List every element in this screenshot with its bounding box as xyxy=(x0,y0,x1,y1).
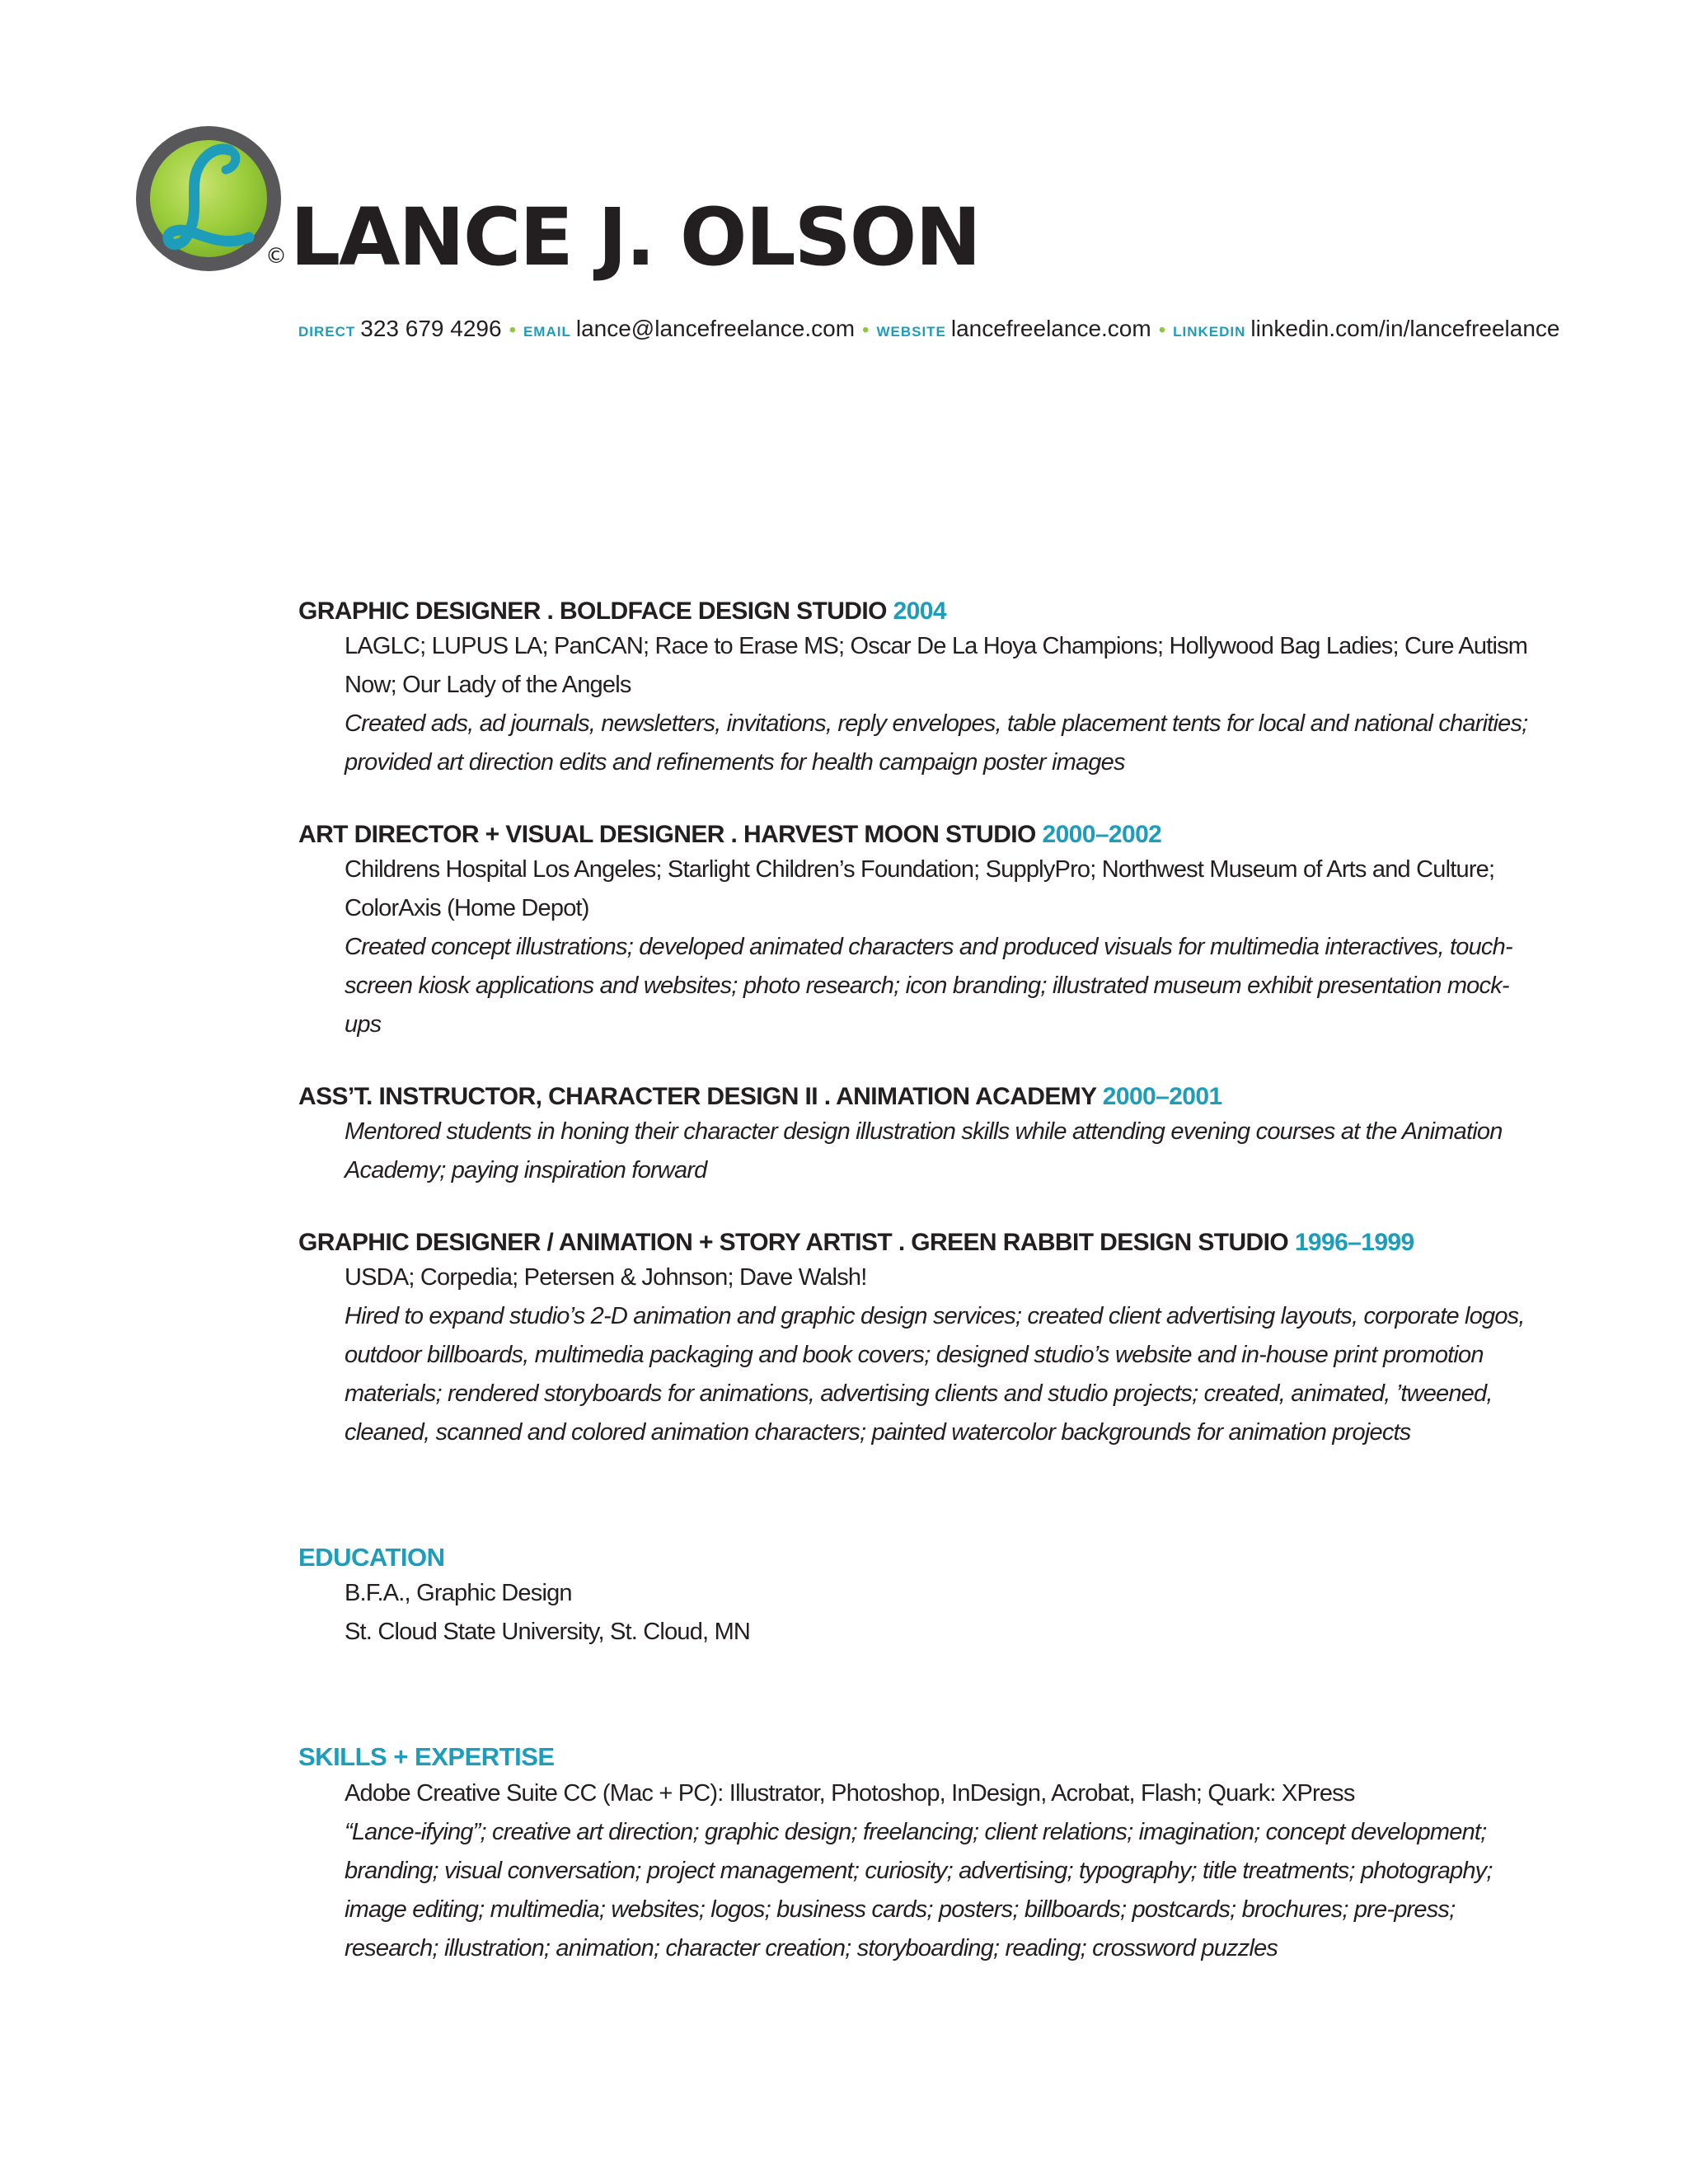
job-clients: USDA; Corpedia; Petersen & Johnson; Dave Walsh! xyxy=(345,1264,867,1291)
skills-expertise: “Lance-ifying”; creative art direction; graphic design; freelancing; client relations; imagination; concept development; branding; visual conversation; project management; curiosity; advertising; typography; title treatments; photography; image editing; multimedia; websites; logos; business cards; posters; billboards; postcards; brochures; pre-press; research; illustration; animation; character creation; storyboarding; reading; crossword puzzles xyxy=(345,1818,1493,1961)
separator-dot: • xyxy=(862,319,870,341)
education-degree: B.F.A., Graphic Design xyxy=(345,1580,572,1607)
skills-software: Adobe Creative Suite CC (Mac + PC): Illustrator, Photoshop, InDesign, Acrobat, Flash; Quark: XPress xyxy=(345,1779,1355,1807)
logo-l-icon xyxy=(132,122,285,275)
skills-heading: SKILLS + EXPERTISE xyxy=(298,1742,555,1772)
job-title xyxy=(298,1226,1617,1258)
linkedin-url: linkedin.com/in/lancefreelance xyxy=(1250,316,1560,341)
job-clients: Childrens Hospital Los Angeles; Starlight Children’s Foundation; SupplyPro; Northwest Museum of Arts and Culture; ColorAxis (Home Depot) xyxy=(345,856,1495,921)
job-title-text: GRAPHIC DESIGNER / ANIMATION + STORY ARTIST . GREEN RABBIT DESIGN STUDIO xyxy=(298,1229,1289,1256)
experience-entry xyxy=(298,595,1617,782)
job-details xyxy=(298,1258,1531,1452)
job-years: 2004 xyxy=(893,598,946,625)
job-title-text: GRAPHIC DESIGNER . BOLDFACE DESIGN STUDIO xyxy=(298,598,887,625)
experience-entry xyxy=(298,1226,1617,1452)
separator-dot: • xyxy=(509,319,516,341)
skills-details xyxy=(298,1774,1531,1968)
job-details xyxy=(298,851,1531,1044)
job-description: Created ads, ad journals, newsletters, invitations, reply envelopes, table placement tents for local and national charities; provided art direction edits and refinements for health campaign poster images xyxy=(345,710,1528,776)
direct-label: DIRECT xyxy=(298,324,356,340)
education-details xyxy=(298,1574,1531,1652)
job-details xyxy=(298,627,1531,782)
job-years: 1996–1999 xyxy=(1294,1229,1414,1256)
linkedin-label: LINKEDIN xyxy=(1173,324,1246,340)
job-years: 2000–2001 xyxy=(1102,1083,1222,1110)
job-description: Mentored students in honing their character design illustration skills while attending evening courses at the Animation Academy; paying inspiration forward xyxy=(345,1118,1503,1183)
job-title-text: ART DIRECTOR + VISUAL DESIGNER . HARVEST MOON STUDIO xyxy=(298,821,1036,848)
job-description: Created concept illustrations; developed animated characters and produced visuals for multimedia interactives, touch-screen kiosk applications and websites; photo research; icon branding; illustrated museum exhibit presentation mock-ups xyxy=(345,934,1512,1038)
website-url: lancefreelance.com xyxy=(950,316,1151,341)
job-title xyxy=(298,595,1617,627)
skills-section xyxy=(298,1741,1617,1967)
email-label: EMAIL xyxy=(523,324,571,340)
direct-phone: 323 679 4296 xyxy=(360,316,502,341)
contact-line xyxy=(298,315,1560,343)
education-school: St. Cloud State University, St. Cloud, MN xyxy=(345,1619,751,1646)
job-description: Hired to expand studio’s 2-D animation and graphic design services; created client advertising layouts, corporate logos, outdoor billboards, multimedia packaging and book covers; designed studio’s website and in-house print promotion materials; rendered storyboards for animations, advertising clients and studio projects; created, animated, ’tweened, cleaned, scanned and colored animation characters; painted watercolor backgrounds for animation projects xyxy=(345,1303,1525,1446)
job-clients: LAGLC; LUPUS LA; PanCAN; Race to Erase MS; Oscar De La Hoya Champions; Hollywood Bag Ladies; Cure Autism Now; Our Lady of the Angels xyxy=(345,633,1528,698)
education-section xyxy=(298,1541,1617,1652)
separator-dot: • xyxy=(1158,319,1166,341)
education-heading: EDUCATION xyxy=(298,1543,445,1572)
job-details xyxy=(298,1113,1531,1190)
candidate-name: LANCE J. OLSON xyxy=(290,191,980,284)
job-years: 2000–2002 xyxy=(1042,821,1162,848)
job-title xyxy=(298,1080,1617,1113)
resume-content xyxy=(298,595,1617,1968)
job-title xyxy=(298,818,1617,851)
copyright-mark: © xyxy=(265,244,287,269)
job-title-text: ASS’T. INSTRUCTOR, CHARACTER DESIGN II . ANIMATION ACADEMY xyxy=(298,1083,1097,1110)
email-address: lance@lancefreelance.com xyxy=(575,316,856,341)
experience-entry xyxy=(298,818,1617,1044)
experience-entry xyxy=(298,1080,1617,1190)
website-label: WEBSITE xyxy=(876,324,946,340)
